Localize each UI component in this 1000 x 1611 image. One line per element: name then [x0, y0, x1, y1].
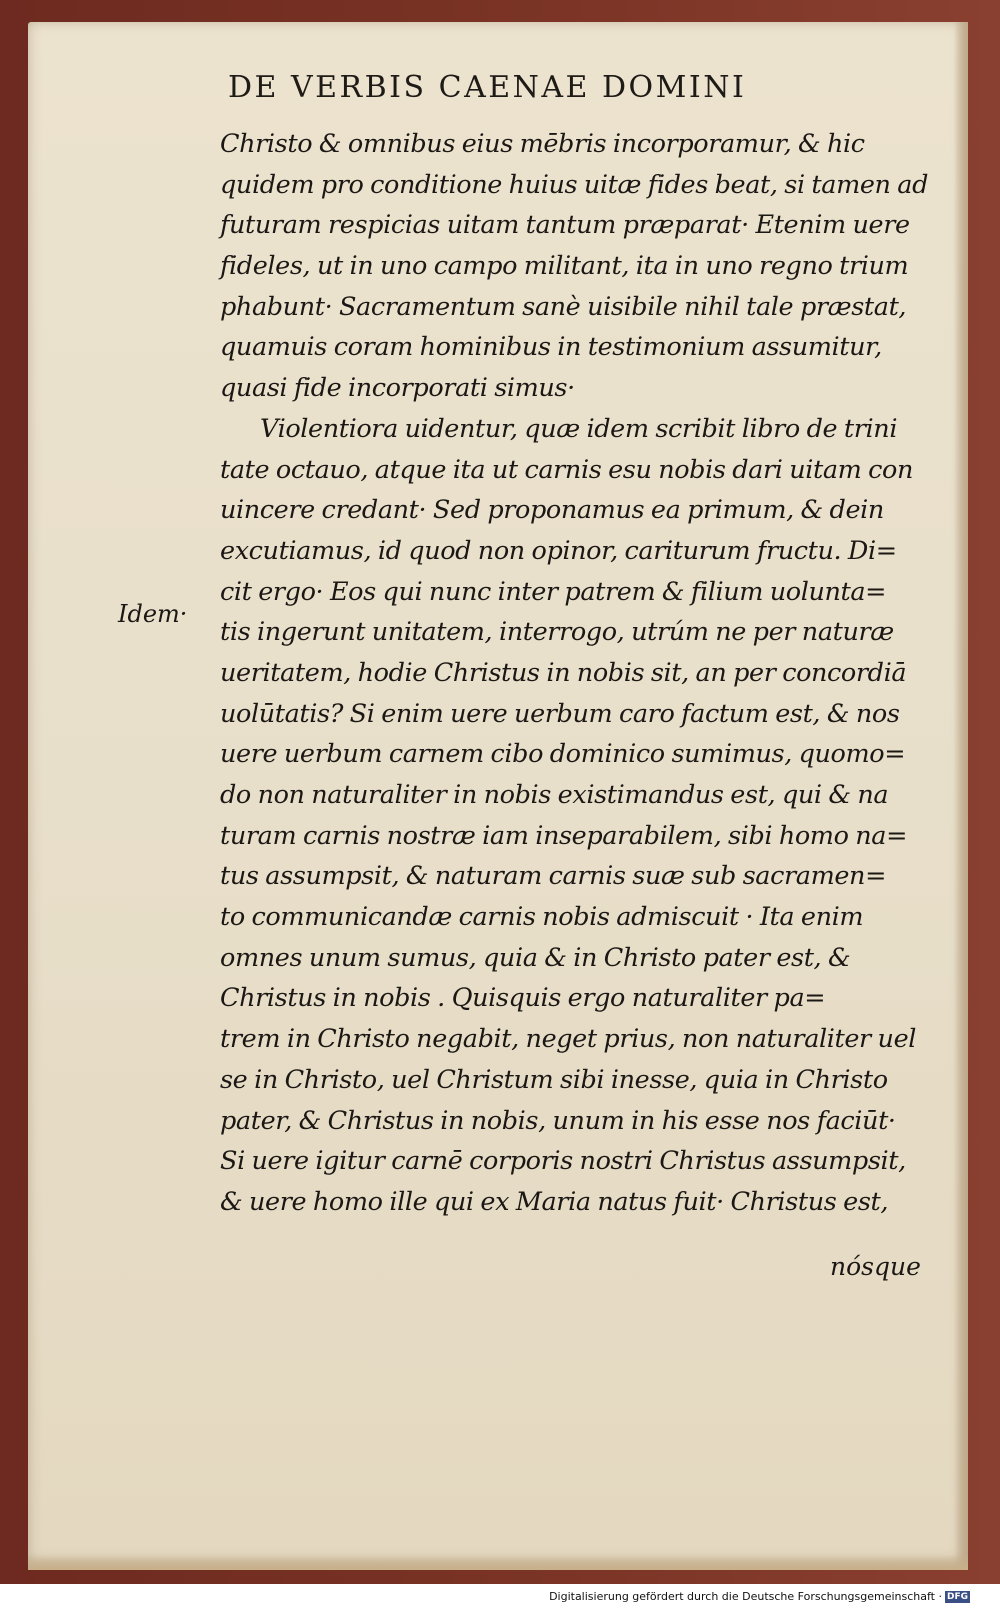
text-line: Christo & omnibus eius mēbris incorporamur, & hic: [220, 129, 865, 159]
text-line: quamuis coram hominibus in testimonium assumitur,: [220, 332, 882, 363]
body-text: [220, 124, 929, 1223]
page-bottom-shadow: [28, 1554, 968, 1570]
marginal-note: Idem·: [118, 600, 188, 628]
text-line: quasi fide incorporati simus·: [220, 373, 575, 404]
text-line: pater, & Christus in nobis, unum in his esse nos faciūt·: [220, 1105, 896, 1136]
text-line: tate octauo, atque ita ut carnis esu nobis dari uitam con: [220, 454, 913, 485]
text-line: cit ergo· Eos qui nunc inter patrem & filium uolunta=: [220, 576, 887, 607]
text-line: phabunt· Sacramentum sanè uisibile nihil tale præstat,: [220, 291, 907, 322]
text-line: ueritatem, hodie Christus in nobis sit, an per concordiā: [220, 657, 907, 688]
text-line: turam carnis nostræ iam inseparabilem, sibi homo na=: [220, 820, 908, 851]
text-line: uere uerbum carnem cibo dominico sumimus, quomo=: [220, 739, 906, 770]
running-head: DE VERBIS CAENAE DOMINI: [228, 70, 747, 105]
catchword: nósque: [830, 1252, 921, 1281]
text-line: to communicandæ carnis nobis admiscuit · Ita enim: [220, 902, 864, 933]
funding-credit-text: Digitalisierung gefördert durch die Deutsche Forschungsgemeinschaft ·: [549, 1590, 942, 1603]
text-line: futuram respicias uitam tantum præparat· Etenim uere: [220, 210, 910, 241]
text-line: & uere homo ille qui ex Maria natus fuit· Christus est,: [220, 1186, 889, 1217]
text-line: Violentiora uidentur, quæ idem scribit libro de trini: [260, 413, 898, 444]
text-line: Si uere igitur carnē corporis nostri Christus assumpsit,: [220, 1146, 906, 1177]
funding-credit: [549, 1590, 970, 1603]
page-edge-shadow: [954, 22, 968, 1570]
text-line: tus assumpsit, & naturam carnis suæ sub sacramen=: [220, 861, 887, 892]
text-line: trem in Christo negabit, neget prius, non naturaliter uel: [220, 1024, 917, 1055]
text-line: omnes unum sumus, quia & in Christo pater est, &: [220, 942, 851, 973]
text-line: excutiamus, id quod non opinor, cariturum fructu. Di=: [220, 535, 897, 566]
text-line: uolūtatis? Si enim uere uerbum caro factum est, & nos: [220, 698, 900, 729]
text-line: uincere credant· Sed proponamus ea primum, & dein: [220, 495, 884, 526]
text-line: quidem pro conditione huius uitæ fides beat, si tamen ad: [220, 169, 929, 200]
text-line: fideles, ut in uno campo militant, ita in uno regno trium: [220, 251, 909, 282]
text-line: tis ingerunt unitatem, interrogo, utrúm ne per naturæ: [220, 617, 894, 648]
text-line: Christus in nobis . Quisquis ergo naturaliter pa=: [220, 983, 826, 1014]
dfg-logo: DFG: [946, 1592, 968, 1602]
text-line: do non naturaliter in nobis existimandus est, qui & na: [220, 780, 889, 810]
text-line: se in Christo, uel Christum sibi inesse, quia in Christo: [220, 1064, 888, 1095]
